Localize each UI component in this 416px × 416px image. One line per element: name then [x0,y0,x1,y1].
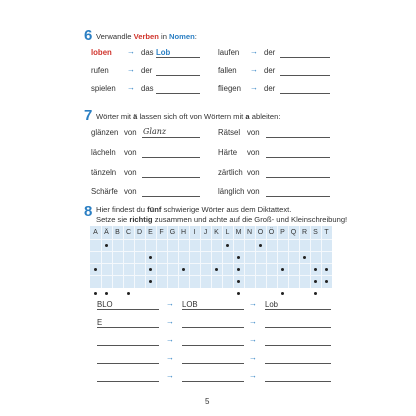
grid-dot [259,244,262,247]
instr-bold: richtig [129,215,153,224]
answer-line[interactable] [156,93,200,94]
instr-text: schwierige Wörter aus dem Diktattext. [161,205,292,214]
task-6-number: 6 [84,27,93,44]
grid-divider [233,226,234,288]
von-label: von [124,168,137,177]
von-label: von [124,187,137,196]
instr-bold: fünf [147,205,162,214]
verb: laufen [218,48,240,57]
grid-divider [112,226,113,288]
article: der [264,84,276,93]
grid-divider [189,226,190,288]
grid-dot [237,280,240,283]
answer-line[interactable] [266,196,330,197]
word: zärtlich [218,168,243,177]
von-label: von [124,128,137,137]
arrow-icon: → [166,335,174,344]
answer-line[interactable] [182,345,244,346]
grid-dot [314,292,317,295]
task-8-number: 8 [84,203,93,220]
task-6-instruction [96,31,197,42]
grid-letter: G [169,229,176,236]
grid-divider [178,226,179,288]
answer-line[interactable] [265,381,331,382]
grid-dot [94,292,97,295]
answer-line[interactable] [97,327,159,328]
instr-text: in [158,32,170,41]
grid-letter: P [280,229,285,236]
verb: spielen [91,84,116,93]
grid-dot [105,292,108,295]
answer-line[interactable] [97,363,159,364]
grid-dot [237,292,240,295]
grid-divider [101,226,102,288]
word: Härte [218,148,238,157]
grid-dot [314,268,317,271]
arrow-icon: → [249,335,257,344]
answer-glanz: Glanz [143,127,167,136]
grid-divider [123,226,124,288]
grid-divider [255,226,256,288]
grid-letter: Q [290,229,297,236]
grid-dot [105,244,108,247]
grid-letter: C [125,229,132,236]
task-8-instruction-line2 [96,214,347,225]
task-7-number: 7 [84,107,93,124]
answer-line[interactable] [142,157,200,158]
grid-divider [200,226,201,288]
grid-letter: I [193,229,196,236]
word: glänzen [91,128,119,137]
article: das [141,48,154,57]
grid-letter: J [203,229,208,236]
arrow-icon: → [166,371,174,380]
arrow-icon: → [127,65,135,74]
grid-divider [321,226,322,288]
grid-letter: Ö [268,229,275,236]
grid-letter: K [214,229,219,236]
instr-text: Wörter mit [96,112,134,121]
answer-line[interactable] [97,309,159,310]
answer-line[interactable] [182,327,244,328]
grid-divider [90,275,332,276]
von-label: von [124,148,137,157]
grid-divider [90,263,332,264]
verb: rufen [91,66,109,75]
grid-letter: N [246,229,253,236]
grid-letter: E [148,229,153,236]
grid-divider [211,226,212,288]
answer-line[interactable] [266,157,330,158]
arrow-icon: → [249,317,257,326]
word: tänzeln [91,168,117,177]
grid-dot [281,268,284,271]
page-number: 5 [205,397,210,406]
arrow-icon: → [250,47,258,56]
grid-dot [149,268,152,271]
grid-divider [310,226,311,288]
grid-dot [215,268,218,271]
instr-verben: Verben [133,32,159,41]
grid-divider [90,239,332,240]
answer-line[interactable] [265,327,331,328]
answer-line[interactable] [156,57,200,58]
answer-line[interactable] [97,381,159,382]
answer-line[interactable] [142,177,200,178]
instr-text: : [194,32,197,41]
article: der [264,48,276,57]
answer-line[interactable] [266,177,330,178]
verb-loben: loben [91,48,112,57]
grid-letter: O [257,229,264,236]
instr-text: lassen sich oft von Wörtern mit [137,112,246,121]
grid-letter: D [136,229,143,236]
answer-line[interactable] [265,363,331,364]
grid-dot [281,292,284,295]
grid-dot [237,268,240,271]
grid-divider [134,226,135,288]
article: der [141,66,153,75]
grid-dot [314,280,317,283]
task-7-instruction [96,111,280,122]
arrow-icon: → [250,65,258,74]
arrow-icon: → [249,371,257,380]
grid-dot [325,280,328,283]
grid-divider [156,226,157,288]
arrow-icon: → [249,299,257,308]
arrow-icon: → [127,47,135,56]
letter-dot-grid [90,226,332,288]
grid-divider [266,226,267,288]
von-label: von [247,187,260,196]
arrow-icon: → [166,353,174,362]
grid-divider [167,226,168,288]
grid-letter: Ä [104,229,109,236]
answer-line[interactable] [280,93,330,94]
answer-line[interactable] [265,345,331,346]
grid-divider [90,251,332,252]
word: lächeln [91,148,116,157]
instr-text: Hier findest du [96,205,148,214]
uppercase-word-text: LOB [182,300,198,309]
grid-dot [237,256,240,259]
fragment-text: E [97,318,103,327]
arrow-icon: → [250,83,258,92]
instr-nomen: Nomen [169,32,195,41]
answer-line[interactable] [182,381,244,382]
grid-letter: R [301,229,308,236]
instr-a: a [245,112,250,121]
answer-line[interactable] [280,75,330,76]
article: der [264,66,276,75]
grid-letter: F [159,229,164,236]
von-label: von [247,128,260,137]
grid-dot [149,256,152,259]
grid-divider [277,226,278,288]
answer-line[interactable] [142,196,200,197]
instr-text: Setze sie [96,215,130,224]
arrow-icon: → [127,83,135,92]
grid-divider [145,226,146,288]
answer-line[interactable] [142,137,200,138]
fragment-text: BLO [97,300,113,309]
answer-line[interactable] [266,137,330,138]
grid-letter: A [93,229,98,236]
answer-line[interactable] [265,309,331,310]
grid-letter: L [225,229,230,236]
correct-word-text: Lob [265,300,279,309]
grid-dot [182,268,185,271]
word: Rätsel [218,128,241,137]
grid-letter: S [313,229,318,236]
grid-dot [149,280,152,283]
answer-line[interactable] [280,57,330,58]
grid-dot [94,268,97,271]
grid-letter: T [324,229,329,236]
grid-divider [244,226,245,288]
instr-text: zusammen und achte auf die Groß- und Kleinschreibung! [152,215,348,224]
von-label: von [247,168,260,177]
verb: fallen [218,66,237,75]
arrow-icon: → [166,299,174,308]
answer-line[interactable] [182,363,244,364]
instr-text: ableiten: [249,112,281,121]
answer-line[interactable] [97,345,159,346]
instr-ae: ä [133,112,138,121]
instr-text: Verwandle [96,32,134,41]
grid-letter: M [235,229,242,236]
arrow-icon: → [166,317,174,326]
word: länglich [218,187,245,196]
grid-dot [303,256,306,259]
grid-dot [325,268,328,271]
grid-divider [222,226,223,288]
article: das [141,84,154,93]
answer-line[interactable] [156,75,200,76]
grid-letter: B [115,229,120,236]
grid-divider [299,226,300,288]
verb: fliegen [218,84,241,93]
answer-line[interactable] [182,309,244,310]
grid-dot [226,244,229,247]
von-label: von [247,148,260,157]
grid-letter: H [180,229,187,236]
grid-dot [127,292,130,295]
arrow-icon: → [249,353,257,362]
answer-lob: Lob [156,48,171,57]
word: Schärfe [91,187,118,196]
grid-divider [288,226,289,288]
